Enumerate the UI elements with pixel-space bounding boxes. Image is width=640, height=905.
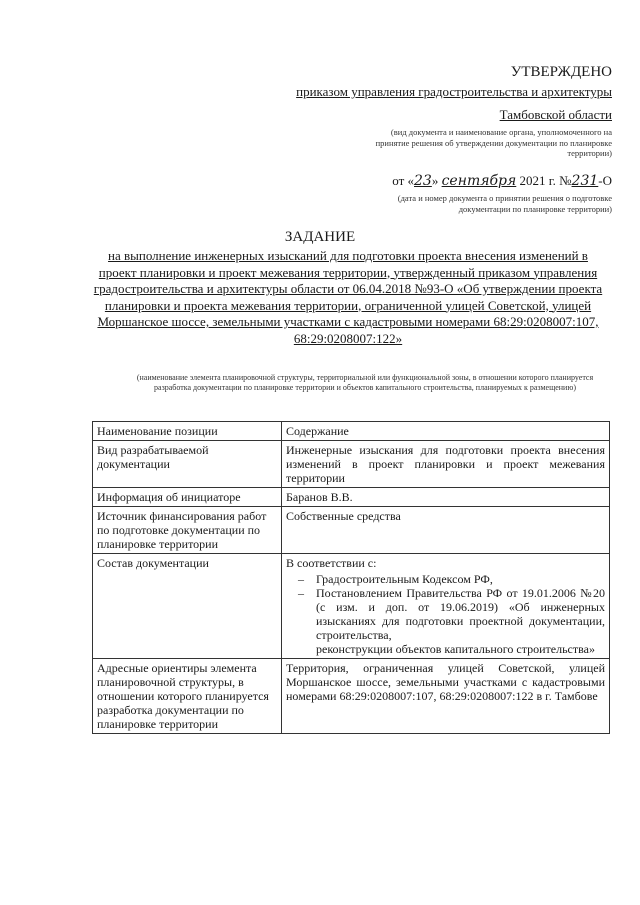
- date-prefix: от «: [392, 173, 415, 188]
- table-header-cell: Содержание: [282, 422, 610, 441]
- order-date-line: [392, 173, 612, 189]
- order-line-2: Тамбовской области: [499, 107, 612, 122]
- table-cell-label: Информация об инициаторе: [93, 488, 282, 507]
- order-day: 23: [414, 173, 432, 189]
- task-table: [92, 421, 610, 734]
- composition-list: [286, 572, 605, 642]
- table-row: [93, 488, 610, 507]
- table-header-cell: Наименование позиции: [93, 422, 282, 441]
- table-row: [93, 441, 610, 488]
- table-cell-value: [282, 554, 610, 659]
- table-cell-label: Источник финансирования работ по подготовке документации по планировке территории: [93, 507, 282, 554]
- table-cell-value: Инженерные изыскания для подготовки проекта внесения изменений в проект планировки и проект межевания территории: [282, 441, 610, 488]
- table-cell-label: Адресные ориентиры элемента планировочной структуры, в отношении которого планируется разработка документации по планировке территории: [93, 659, 282, 734]
- subtitle-note: (наименование элемента планировочной структуры, территориальной или функциональной зоны, в отношении которого планируется разработка документации по планировке территории и объектов капитального строительства, планируемых к размещению): [136, 373, 594, 392]
- date-note: (дата и номер документа о принятии решения о подготовке документации по планировке территории): [397, 193, 612, 214]
- number-prefix: №: [559, 173, 572, 188]
- table-cell-label: Состав документации: [93, 554, 282, 659]
- document-subtitle: на выполнение инженерных изысканий для подготовки проекта внесения изменений в проект планировки и проект межевания территории, утвержденный приказом управления градостроительства и архитектуры области от 06.04.2018 №93-О «Об утверждении проекта планировки и проекта межевания территории, ограниченной улицей Советской, улицей Моршанское шоссе, земельными участками с кадастровыми номерами 68:29:0208007:107, 68:29:0208007:122»: [93, 248, 603, 346]
- table-cell-value: Баранов В.В.: [282, 488, 610, 507]
- approved-heading: УТВЕРЖДЕНО: [510, 64, 612, 80]
- table-cell-value: Территория, ограниченная улицей Советской, улицей Моршанское шоссе, земельными участками с кадастровыми номерами 68:29:0208007:107, 68:29:0208007:122 в г. Тамбове: [282, 659, 610, 734]
- date-mid: »: [431, 173, 439, 188]
- order-year: 2021 г.: [519, 173, 556, 188]
- list-item-continued: реконструкции объектов капитального строительства»: [316, 642, 595, 656]
- composition-intro: В соответствии с:: [286, 556, 377, 570]
- order-number: 231: [571, 173, 599, 189]
- order-month: сентября: [441, 173, 517, 189]
- table-cell-label: Вид разрабатываемой документации: [93, 441, 282, 488]
- list-item: – Градостроительным Кодексом РФ,: [286, 572, 605, 586]
- table-row: [93, 659, 610, 734]
- table-row: [93, 554, 610, 659]
- org-note: (вид документа и наименование органа, уполномоченного на принятие решения об утверждении документации по планировке территории): [375, 127, 612, 158]
- table-cell-value: Собственные средства: [282, 507, 610, 554]
- list-item: – Постановлением Правительства РФ от 19.01.2006 №20 (с изм. и доп. от 19.06.2019) «Об инженерных изысканиях для подготовки проектной документации, строительства,: [286, 586, 605, 642]
- number-suffix: -О: [598, 173, 612, 188]
- order-line-1: приказом управления градостроительства и архитектуры: [296, 84, 612, 99]
- table-row: [93, 507, 610, 554]
- document-title: ЗАДАНИЕ: [284, 229, 356, 245]
- table-header-row: [93, 422, 610, 441]
